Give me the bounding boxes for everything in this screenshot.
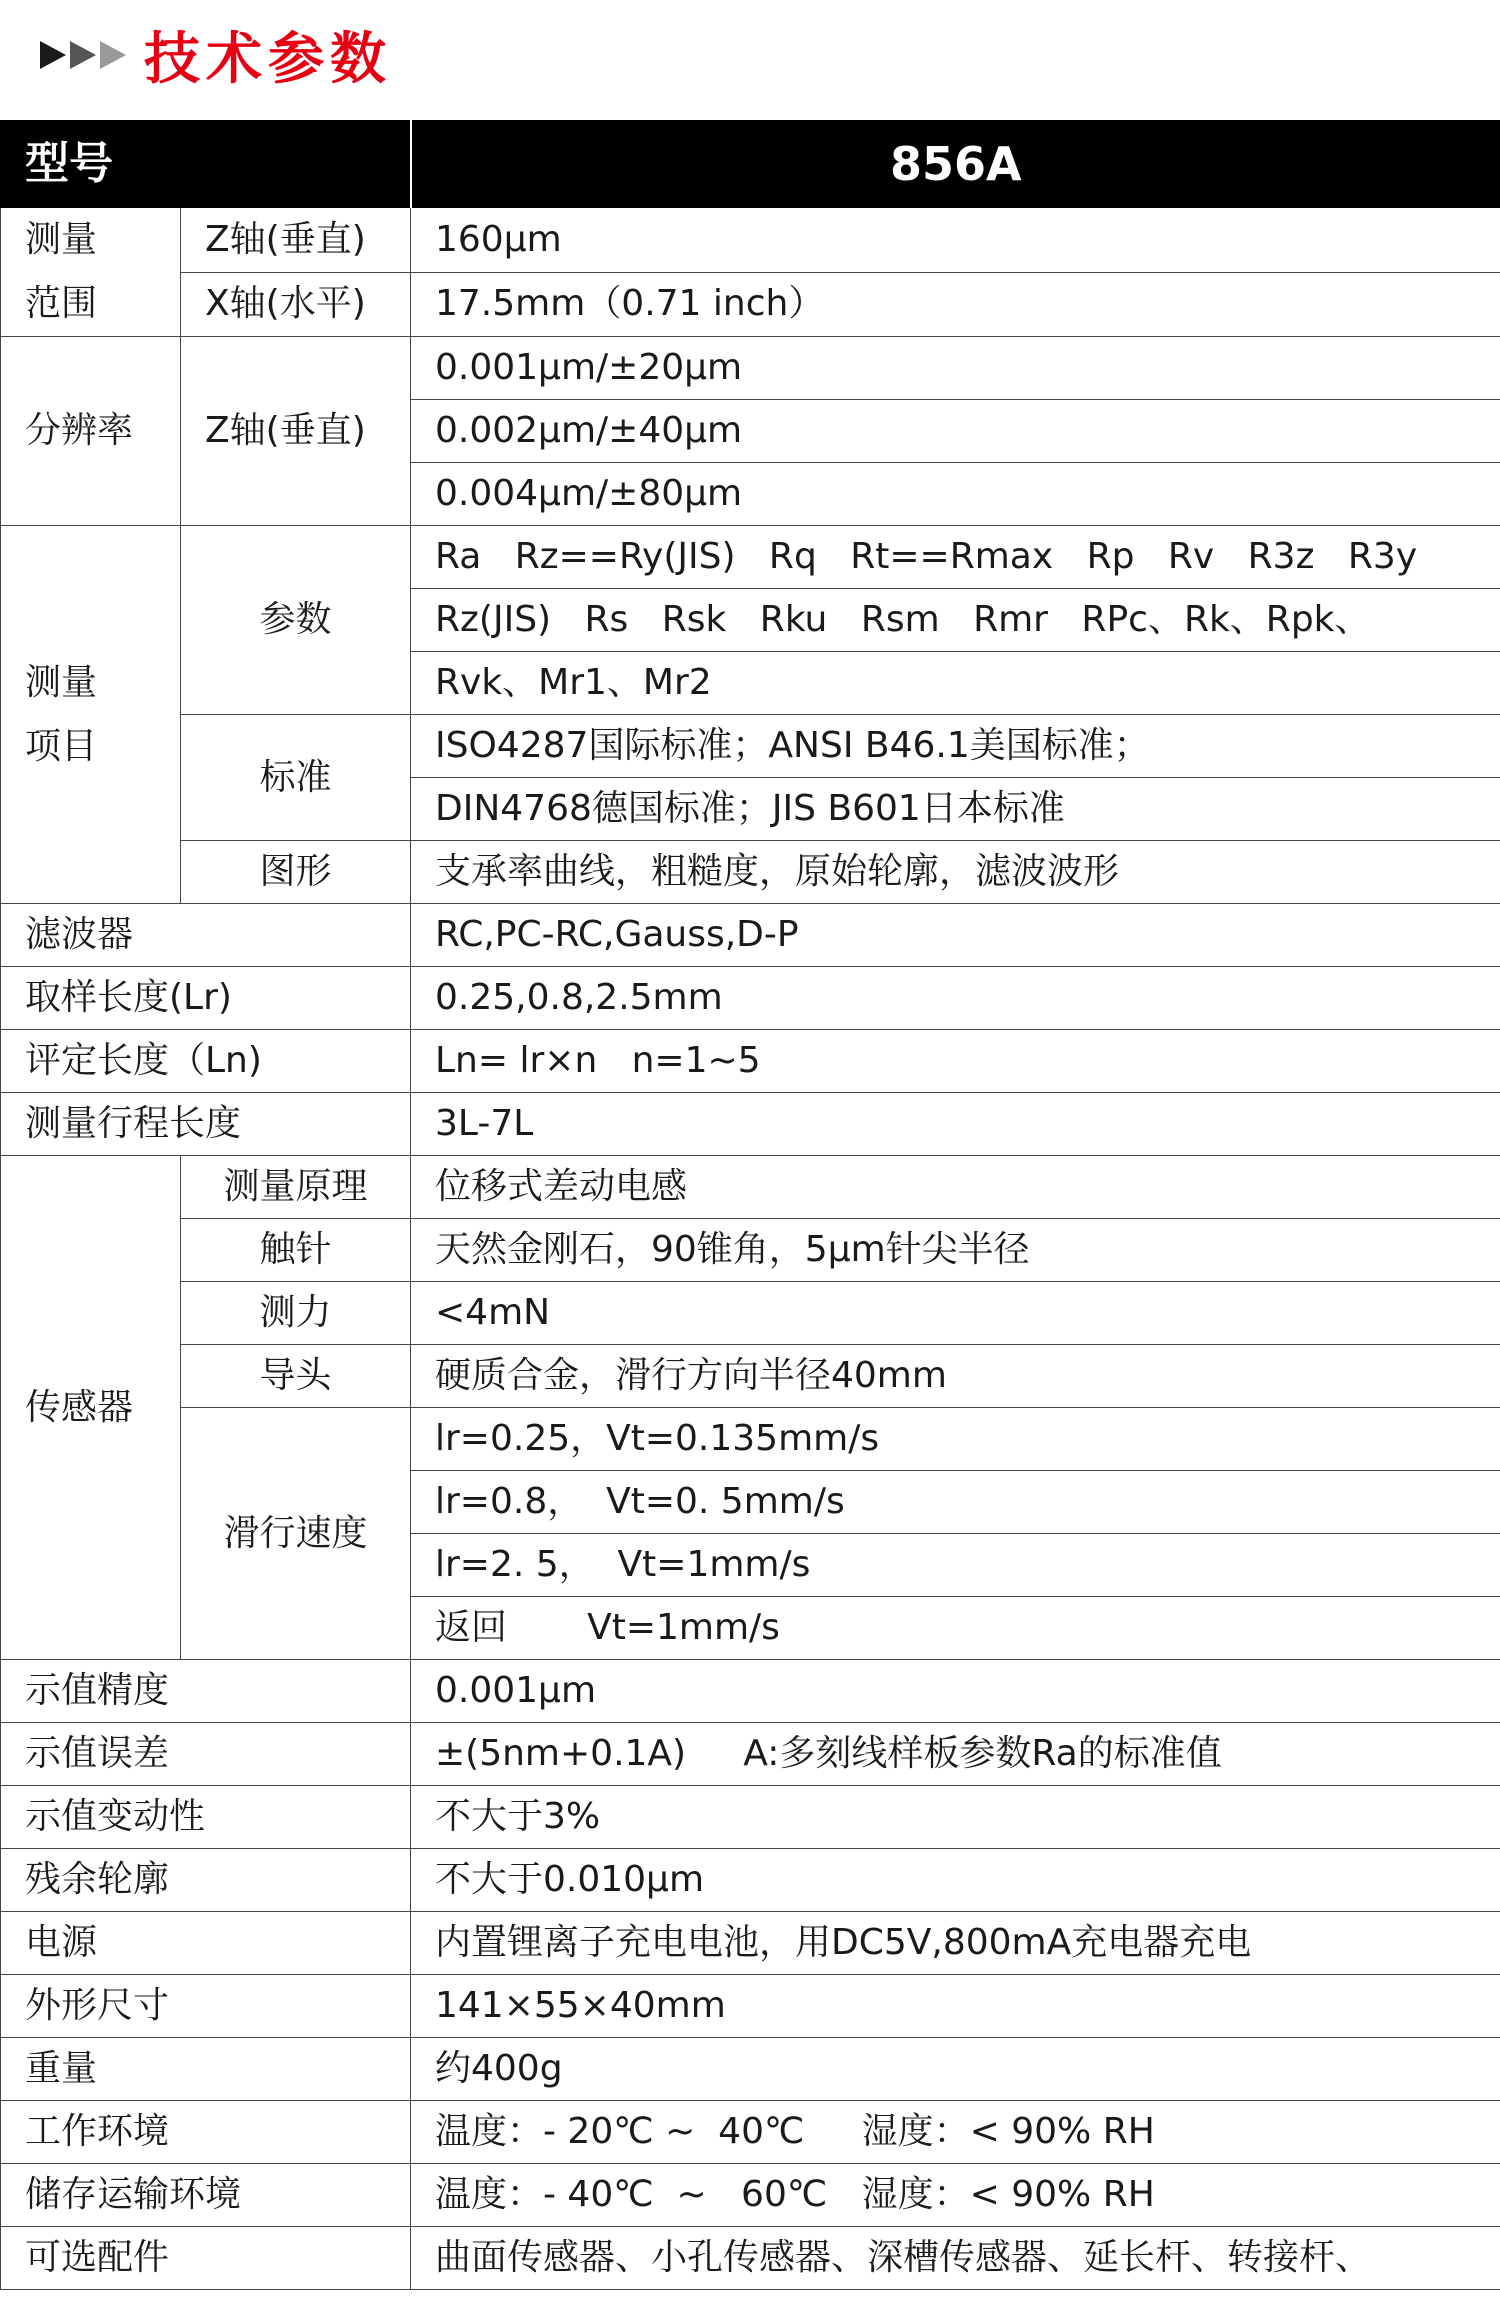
table-row bbox=[1, 715, 1500, 778]
variation-label: 示值变动性 bbox=[1, 1786, 411, 1849]
table-row bbox=[1, 1912, 1500, 1975]
table-row bbox=[1, 904, 1500, 967]
x-axis-label: X轴(水平) bbox=[181, 272, 411, 337]
triple-arrow-icon bbox=[40, 38, 130, 72]
z-range-value: 160μm bbox=[411, 208, 1500, 273]
table-row bbox=[1, 1660, 1500, 1723]
standard-value: DIN4768德国标准；JIS B601日本标准 bbox=[411, 778, 1500, 841]
table-row bbox=[1, 1408, 1500, 1471]
table-header-row bbox=[1, 121, 1500, 208]
table-row bbox=[1, 2101, 1500, 2164]
params-value: Rz(JIS) Rs Rsk Rku Rsm Rmr RPc、Rk、Rpk、 bbox=[411, 589, 1500, 652]
graph-value: 支承率曲线，粗糙度，原始轮廓，滤波波形 bbox=[411, 841, 1500, 904]
variation-value: 不大于3% bbox=[411, 1786, 1500, 1849]
standard-value: ISO4287国际标准；ANSI B46.1美国标准； bbox=[411, 715, 1500, 778]
table-row bbox=[1, 1723, 1500, 1786]
stylus-value: 天然金刚石，90锥角，5μm针尖半径 bbox=[411, 1219, 1500, 1282]
table-row bbox=[1, 1786, 1500, 1849]
weight-value: 约400g bbox=[411, 2038, 1500, 2101]
eval-length-label: 评定长度（Ln) bbox=[1, 1030, 411, 1093]
accessories-value: 曲面传感器、小孔传感器、深槽传感器、延长杆、转接杆、 bbox=[411, 2227, 1500, 2290]
dimensions-value: 141×55×40mm bbox=[411, 1975, 1500, 2038]
work-env-label: 工作环境 bbox=[1, 2101, 411, 2164]
principle-value: 位移式差动电感 bbox=[411, 1156, 1500, 1219]
sampling-length-label: 取样长度(Lr) bbox=[1, 967, 411, 1030]
header-model: 856A bbox=[411, 121, 1500, 208]
table-row bbox=[1, 208, 1500, 273]
guide-label: 导头 bbox=[181, 1345, 411, 1408]
residual-label: 残余轮廓 bbox=[1, 1849, 411, 1912]
table-row bbox=[1, 1030, 1500, 1093]
table-row bbox=[1, 2038, 1500, 2101]
table-row bbox=[1, 1093, 1500, 1156]
graph-label: 图形 bbox=[181, 841, 411, 904]
work-env-value: 温度：- 20℃ ~ 40℃ 湿度：< 90% RH bbox=[411, 2101, 1500, 2164]
table-row bbox=[1, 337, 1500, 400]
resolution-value: 0.004μm/±80μm bbox=[411, 463, 1500, 526]
table-row bbox=[1, 2164, 1500, 2227]
principle-label: 测量原理 bbox=[181, 1156, 411, 1219]
precision-label: 示值精度 bbox=[1, 1660, 411, 1723]
filter-label: 滤波器 bbox=[1, 904, 411, 967]
speed-value: lr=0.8， Vt=0. 5mm/s bbox=[411, 1471, 1500, 1534]
speed-label: 滑行速度 bbox=[181, 1408, 411, 1660]
section-heading bbox=[40, 10, 392, 100]
section-title: 技术参数 bbox=[144, 27, 392, 92]
guide-value: 硬质合金，滑行方向半径40mm bbox=[411, 1345, 1500, 1408]
resolution-axis-label: Z轴(垂直) bbox=[181, 337, 411, 526]
force-label: 测力 bbox=[181, 1282, 411, 1345]
precision-value: 0.001μm bbox=[411, 1660, 1500, 1723]
table-row bbox=[1, 841, 1500, 904]
table-row bbox=[1, 1156, 1500, 1219]
params-value: Rvk、Mr1、Mr2 bbox=[411, 652, 1500, 715]
filter-value: RC,PC-RC,Gauss,D-P bbox=[411, 904, 1500, 967]
header-label: 型号 bbox=[1, 121, 411, 208]
error-label: 示值误差 bbox=[1, 1723, 411, 1786]
power-value: 内置锂离子充电电池，用DC5V,800mA充电器充电 bbox=[411, 1912, 1500, 1975]
travel-length-value: 3L-7L bbox=[411, 1093, 1500, 1156]
storage-env-label: 储存运输环境 bbox=[1, 2164, 411, 2227]
table-row bbox=[1, 526, 1500, 589]
speed-value: lr=0.25，Vt=0.135mm/s bbox=[411, 1408, 1500, 1471]
dimensions-label: 外形尺寸 bbox=[1, 1975, 411, 2038]
table-row bbox=[1, 272, 1500, 337]
force-value: <4mN bbox=[411, 1282, 1500, 1345]
params-label: 参数 bbox=[181, 526, 411, 715]
measure-range-label: 测量 范围 bbox=[1, 208, 181, 337]
table-row bbox=[1, 1282, 1500, 1345]
sampling-length-value: 0.25,0.8,2.5mm bbox=[411, 967, 1500, 1030]
table-row bbox=[1, 1219, 1500, 1282]
table-row bbox=[1, 2227, 1500, 2290]
x-range-value: 17.5mm（0.71 inch） bbox=[411, 272, 1500, 337]
speed-value: 返回 Vt=1mm/s bbox=[411, 1597, 1500, 1660]
table-row bbox=[1, 1345, 1500, 1408]
error-value: ±(5nm+0.1A) A:多刻线样板参数Ra的标准值 bbox=[411, 1723, 1500, 1786]
travel-length-label: 测量行程长度 bbox=[1, 1093, 411, 1156]
residual-value: 不大于0.010μm bbox=[411, 1849, 1500, 1912]
resolution-value: 0.002μm/±40μm bbox=[411, 400, 1500, 463]
spec-table bbox=[0, 120, 1500, 2290]
table-row bbox=[1, 1849, 1500, 1912]
resolution-value: 0.001μm/±20μm bbox=[411, 337, 1500, 400]
table-row bbox=[1, 1975, 1500, 2038]
storage-env-value: 温度：- 40℃ ~ 60℃ 湿度：< 90% RH bbox=[411, 2164, 1500, 2227]
measure-items-label: 测量 项目 bbox=[1, 526, 181, 904]
weight-label: 重量 bbox=[1, 2038, 411, 2101]
accessories-label: 可选配件 bbox=[1, 2227, 411, 2290]
power-label: 电源 bbox=[1, 1912, 411, 1975]
table-row bbox=[1, 967, 1500, 1030]
params-value: Ra Rz==Ry(JIS) Rq Rt==Rmax Rp Rv R3z R3y bbox=[411, 526, 1500, 589]
sensor-label: 传感器 bbox=[1, 1156, 181, 1660]
eval-length-value: Ln= lr×n n=1~5 bbox=[411, 1030, 1500, 1093]
z-axis-label: Z轴(垂直) bbox=[181, 208, 411, 273]
standard-label: 标准 bbox=[181, 715, 411, 841]
speed-value: lr=2. 5， Vt=1mm/s bbox=[411, 1534, 1500, 1597]
stylus-label: 触针 bbox=[181, 1219, 411, 1282]
resolution-label: 分辨率 bbox=[1, 337, 181, 526]
